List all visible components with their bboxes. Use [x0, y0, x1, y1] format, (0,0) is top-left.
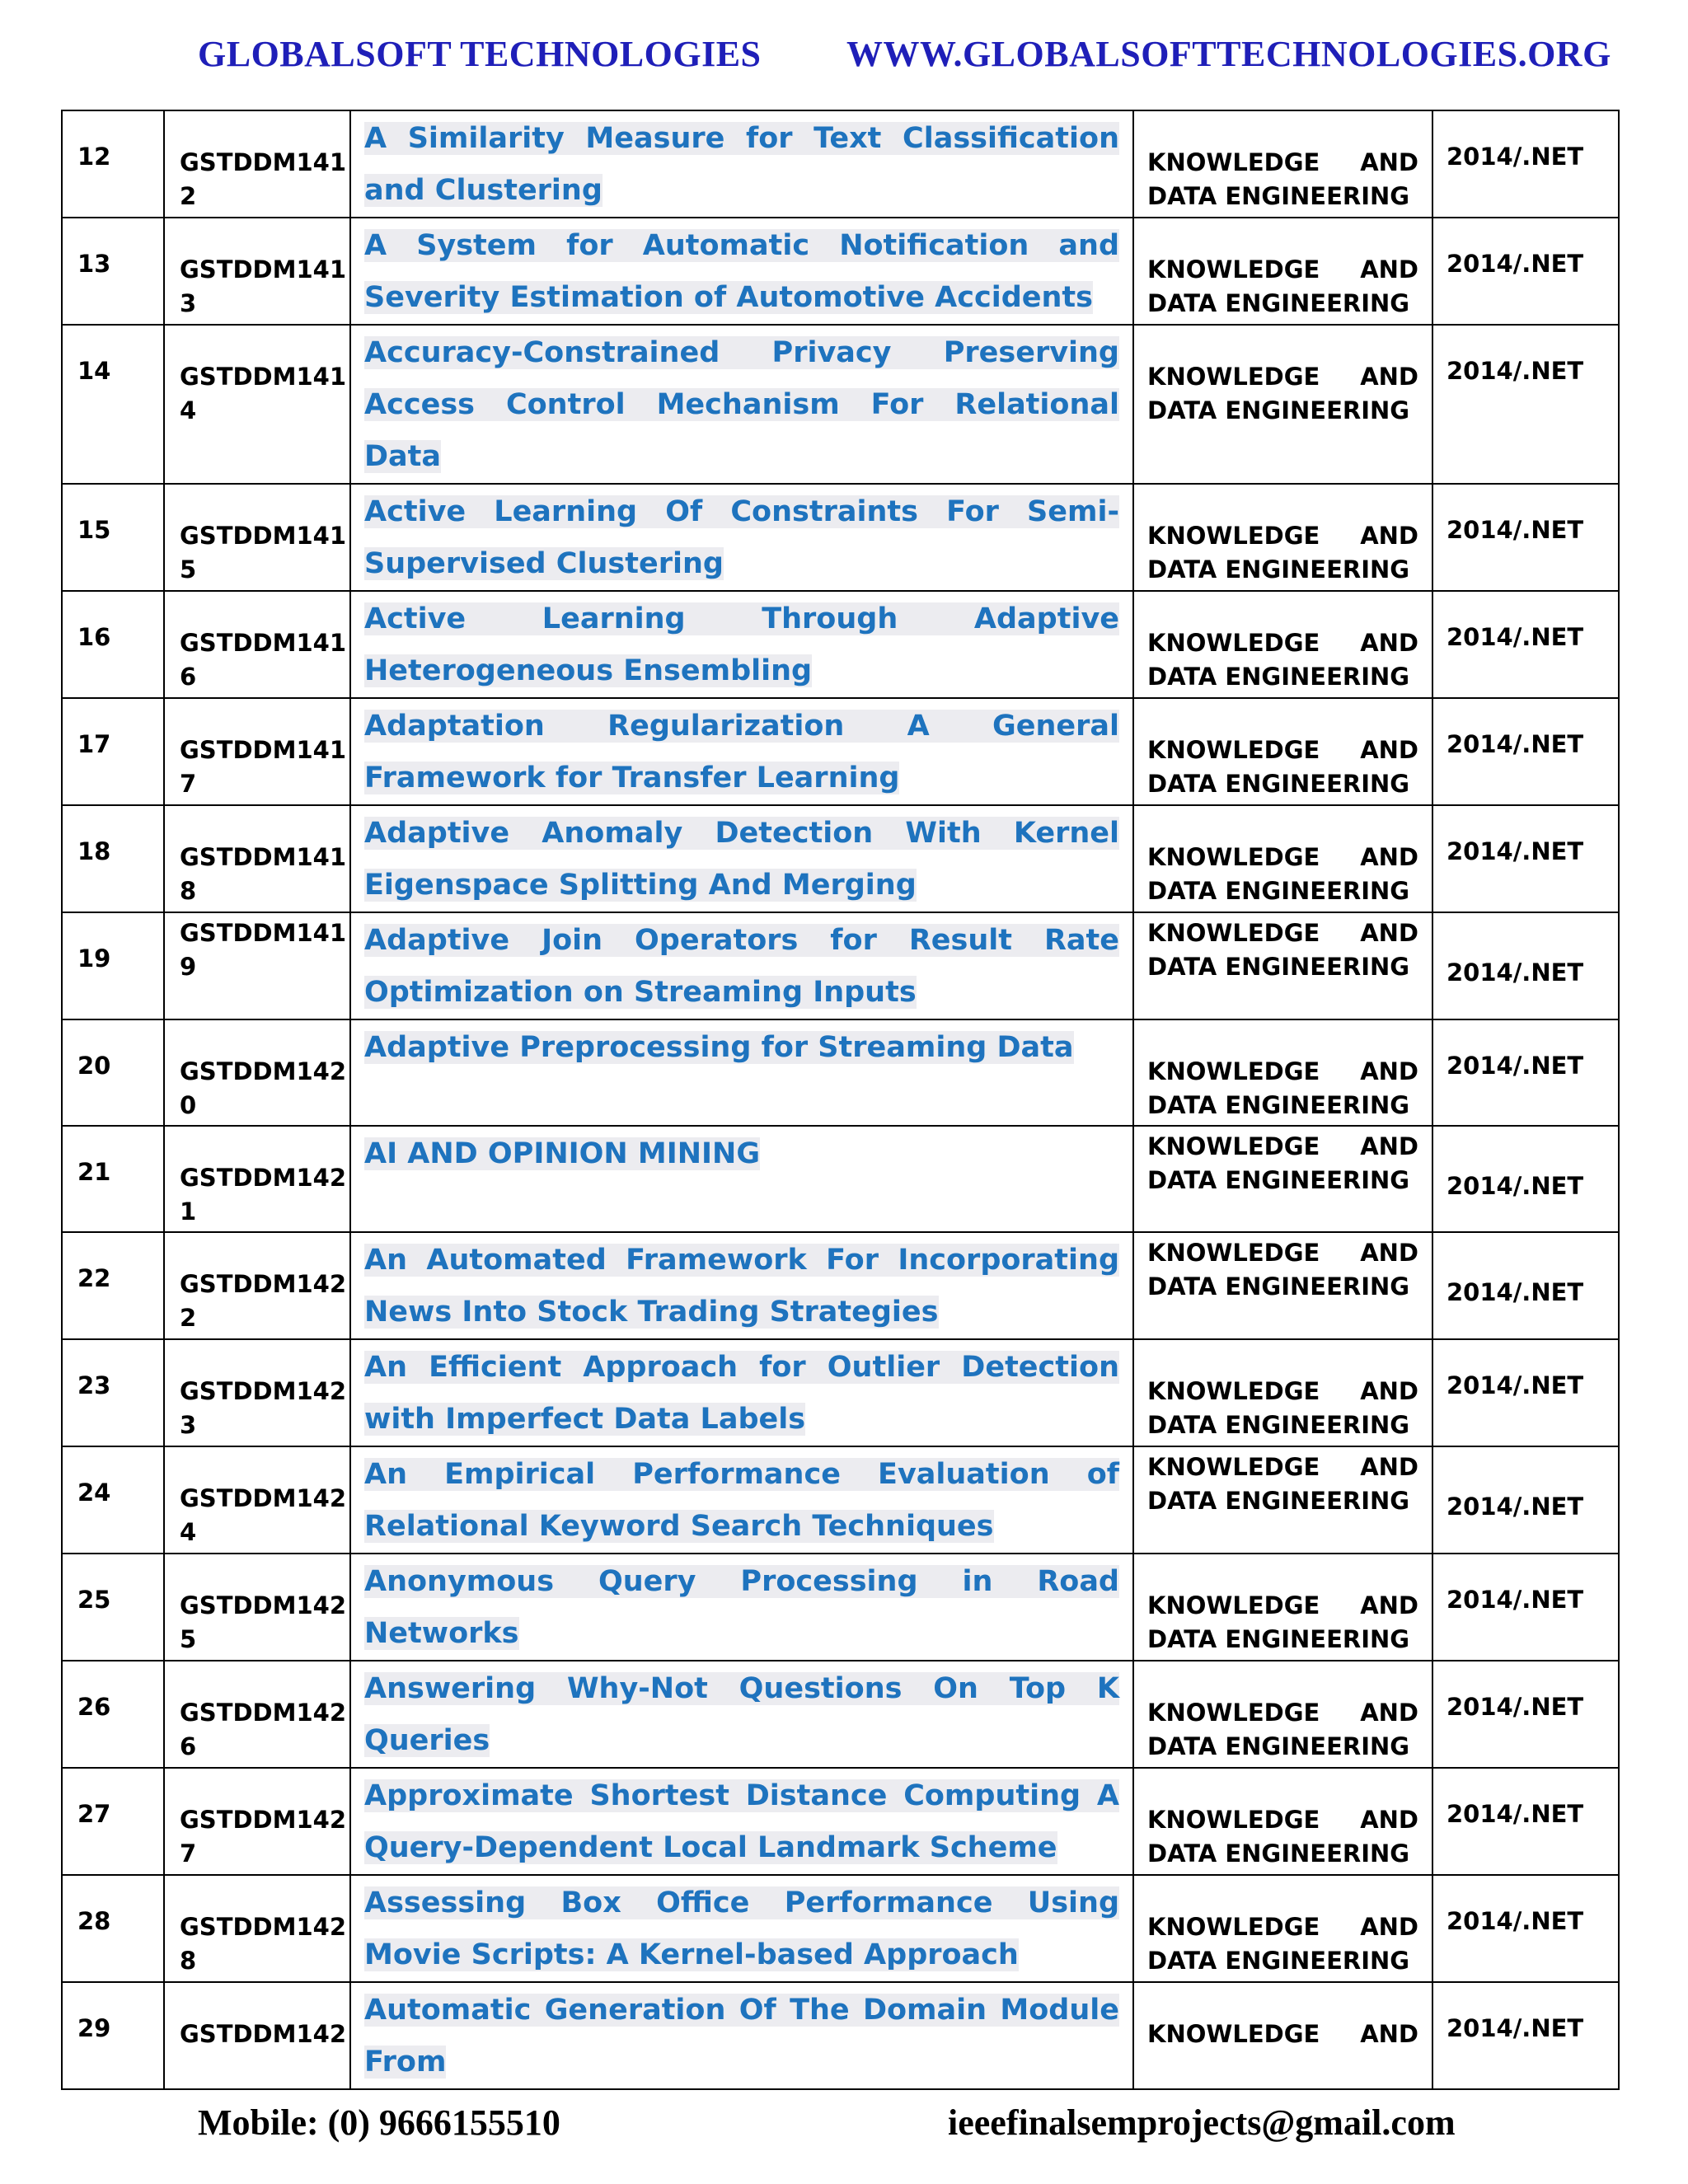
- project-code: [180, 916, 345, 984]
- project-year-tech: 2014/.NET: [1447, 1907, 1584, 1935]
- project-code-line1: GSTDDM141: [180, 522, 347, 550]
- project-title-link[interactable]: Anonymous Query Processing in Road Networks: [364, 1565, 1119, 1650]
- footer-email[interactable]: ieeefinalsemprojects@gmail.com: [948, 2102, 1456, 2143]
- table-row: [62, 912, 1619, 1019]
- project-title-link[interactable]: An Efficient Approach for Outlier Detection with Imperfect Data Labels: [364, 1351, 1119, 1436]
- table-row: [62, 1019, 1619, 1126]
- project-code-line1: GSTDDM142: [180, 1270, 347, 1298]
- project-code-line2: 3: [180, 1411, 197, 1439]
- row-number: 25: [77, 1586, 111, 1614]
- project-title-cell: [351, 1022, 1132, 1074]
- domain-line-2: DATA ENGINEERING: [1147, 953, 1410, 981]
- domain-word-2: AND: [1360, 736, 1418, 764]
- row-number: 24: [77, 1479, 111, 1507]
- project-domain: [1147, 1589, 1418, 1657]
- domain-word-1: KNOWLEDGE: [1147, 1806, 1320, 1834]
- project-title-cell: [351, 1342, 1132, 1446]
- project-domain: [1147, 1803, 1418, 1871]
- project-code-line2: 4: [180, 396, 197, 424]
- domain-word-1: KNOWLEDGE: [1147, 255, 1320, 284]
- table-row: [62, 218, 1619, 325]
- project-code: [180, 1482, 345, 1549]
- project-domain: [1147, 1236, 1418, 1304]
- table-row: [62, 1982, 1619, 2089]
- project-year-tech: 2014/.NET: [1447, 958, 1584, 987]
- domain-word-2: AND: [1360, 2020, 1418, 2048]
- project-title-cell: [351, 808, 1132, 912]
- project-year-tech: 2014/.NET: [1447, 837, 1584, 865]
- project-domain: [1147, 841, 1418, 908]
- table-row: [62, 1446, 1619, 1554]
- domain-line-2: DATA ENGINEERING: [1147, 1411, 1410, 1439]
- row-number: 13: [77, 250, 111, 278]
- project-code-line2: 6: [180, 1732, 197, 1760]
- project-code: [180, 1910, 345, 1978]
- table-row: [62, 1554, 1619, 1661]
- domain-word-1: KNOWLEDGE: [1147, 363, 1320, 391]
- domain-word-1: KNOWLEDGE: [1147, 1453, 1320, 1481]
- project-year-tech: 2014/.NET: [1447, 1172, 1584, 1200]
- domain-word-2: AND: [1360, 522, 1418, 550]
- project-title-link[interactable]: Adaptation Regularization A General Framework for Transfer Learning: [364, 710, 1119, 794]
- project-code-line1: GSTDDM142: [180, 2020, 347, 2048]
- project-code-line1: GSTDDM142: [180, 1164, 347, 1192]
- project-title-cell: [351, 1449, 1132, 1553]
- domain-line-2: DATA ENGINEERING: [1147, 1625, 1410, 1653]
- project-code: [180, 519, 345, 587]
- domain-line-2: DATA ENGINEERING: [1147, 663, 1410, 691]
- project-code-line1: GSTDDM142: [180, 1377, 347, 1405]
- row-number: 19: [77, 944, 111, 972]
- footer-mobile: Mobile: (0) 9666155510: [198, 2102, 560, 2143]
- project-code-line1: GSTDDM142: [180, 1806, 347, 1834]
- project-title-link[interactable]: Approximate Shortest Distance Computing A Query-Dependent Local Landmark Scheme: [364, 1779, 1119, 1864]
- project-title-link[interactable]: Active Learning Of Constraints For Semi-Supervised Clustering: [364, 495, 1119, 580]
- domain-line-2: DATA ENGINEERING: [1147, 1091, 1410, 1119]
- domain-line-2: DATA ENGINEERING: [1147, 1732, 1410, 1760]
- row-number: 14: [77, 357, 111, 385]
- project-year-tech: 2014/.NET: [1447, 516, 1584, 544]
- domain-word-1: KNOWLEDGE: [1147, 1239, 1320, 1267]
- project-code-line1: GSTDDM142: [180, 1699, 347, 1727]
- row-number: 26: [77, 1693, 111, 1721]
- project-title-cell: [351, 486, 1132, 590]
- domain-line-2: DATA ENGINEERING: [1147, 770, 1410, 798]
- project-title-link[interactable]: A Similarity Measure for Text Classification and Clustering: [364, 122, 1119, 207]
- project-year-tech: 2014/.NET: [1447, 357, 1584, 385]
- project-code: [180, 841, 345, 908]
- domain-word-2: AND: [1360, 1913, 1418, 1941]
- domain-word-2: AND: [1360, 1699, 1418, 1727]
- project-domain: [1147, 360, 1418, 428]
- row-number: 21: [77, 1158, 111, 1186]
- row-number: 23: [77, 1371, 111, 1399]
- domain-word-1: KNOWLEDGE: [1147, 629, 1320, 657]
- project-domain: [1147, 1375, 1418, 1442]
- project-year-tech: 2014/.NET: [1447, 2014, 1584, 2042]
- project-domain: [1147, 1055, 1418, 1122]
- table-row: [62, 1661, 1619, 1768]
- domain-word-1: KNOWLEDGE: [1147, 1591, 1320, 1619]
- row-number: 12: [77, 143, 111, 171]
- project-year-tech: 2014/.NET: [1447, 1493, 1584, 1521]
- project-code: [180, 253, 345, 321]
- project-domain: [1147, 733, 1418, 801]
- row-number: 28: [77, 1907, 111, 1935]
- table-row: [62, 1126, 1619, 1232]
- project-year-tech: 2014/.NET: [1447, 1052, 1584, 1080]
- project-title-cell: [351, 593, 1132, 697]
- table-row: [62, 1339, 1619, 1446]
- project-code-line2: 3: [180, 289, 197, 317]
- table-row: [62, 698, 1619, 805]
- project-code-line2: 5: [180, 555, 197, 583]
- project-title-link[interactable]: Adaptive Join Operators for Result Rate Optimization on Streaming Inputs: [364, 924, 1119, 1009]
- domain-word-2: AND: [1360, 843, 1418, 871]
- project-code: [180, 1696, 345, 1764]
- project-code: [180, 626, 345, 694]
- domain-word-2: AND: [1360, 148, 1418, 176]
- project-code: [180, 360, 345, 428]
- domain-line-2: DATA ENGINEERING: [1147, 877, 1410, 905]
- project-title-link[interactable]: Answering Why-Not Questions On Top K Queries: [364, 1672, 1119, 1757]
- project-year-tech: 2014/.NET: [1447, 143, 1584, 171]
- project-year-tech: 2014/.NET: [1447, 1693, 1584, 1721]
- project-title-link[interactable]: An Empirical Performance Evaluation of Relational Keyword Search Techniques: [364, 1458, 1119, 1543]
- project-domain: [1147, 626, 1418, 694]
- domain-line-2: DATA ENGINEERING: [1147, 555, 1410, 583]
- domain-word-2: AND: [1360, 1057, 1418, 1085]
- table-row: [62, 1875, 1619, 1982]
- project-code-line2: 2: [180, 182, 197, 210]
- project-code: [180, 2018, 345, 2051]
- row-number: 17: [77, 730, 111, 758]
- project-title-link[interactable]: Automatic Generation Of The Domain Module From: [364, 1994, 1119, 2079]
- project-code-line2: 7: [180, 770, 197, 798]
- project-code-line1: GSTDDM142: [180, 1057, 347, 1085]
- projects-table: [61, 110, 1620, 2090]
- project-title-link[interactable]: Adaptive Preprocessing for Streaming Data: [364, 1031, 1074, 1064]
- row-number: 29: [77, 2014, 111, 2042]
- project-code-line1: GSTDDM141: [180, 736, 347, 764]
- project-code-line2: 4: [180, 1518, 197, 1546]
- project-domain: [1147, 916, 1418, 984]
- domain-word-2: AND: [1360, 1377, 1418, 1405]
- project-title-link[interactable]: Adaptive Anomaly Detection With Kernel Eigenspace Splitting And Merging: [364, 817, 1119, 902]
- project-title-cell: [351, 915, 1132, 1019]
- project-code: [180, 1268, 345, 1335]
- project-domain: [1147, 2018, 1418, 2051]
- table-row: [62, 805, 1619, 912]
- project-title-cell: [351, 220, 1132, 324]
- project-domain: [1147, 253, 1418, 321]
- project-code-line1: GSTDDM141: [180, 629, 347, 657]
- project-code: [180, 1589, 345, 1657]
- project-code: [180, 146, 345, 213]
- project-title-link[interactable]: Accuracy-Constrained Privacy Preserving Access Control Mechanism For Relational Data: [364, 336, 1119, 473]
- project-code-line1: GSTDDM142: [180, 1591, 347, 1619]
- project-code-line1: GSTDDM141: [180, 919, 347, 947]
- company-website[interactable]: WWW.GLOBALSOFTTECHNOLOGIES.ORG: [846, 34, 1611, 74]
- project-year-tech: 2014/.NET: [1447, 623, 1584, 651]
- table-row: [62, 1232, 1619, 1339]
- project-year-tech: 2014/.NET: [1447, 1278, 1584, 1306]
- project-code: [180, 1055, 345, 1122]
- project-title-cell: [351, 1985, 1132, 2088]
- domain-word-1: KNOWLEDGE: [1147, 1377, 1320, 1405]
- domain-word-1: KNOWLEDGE: [1147, 1132, 1320, 1160]
- project-code-line1: GSTDDM141: [180, 363, 347, 391]
- domain-word-1: KNOWLEDGE: [1147, 919, 1320, 947]
- project-domain: [1147, 1696, 1418, 1764]
- project-title-cell: [351, 113, 1132, 217]
- project-code-line1: GSTDDM142: [180, 1484, 347, 1512]
- row-number: 27: [77, 1800, 111, 1828]
- project-domain: [1147, 1451, 1418, 1518]
- domain-word-2: AND: [1360, 1239, 1418, 1267]
- row-number: 22: [77, 1264, 111, 1292]
- domain-word-1: KNOWLEDGE: [1147, 2020, 1320, 2048]
- project-domain: [1147, 1130, 1418, 1197]
- domain-line-2: DATA ENGINEERING: [1147, 396, 1410, 424]
- company-name: GLOBALSOFT TECHNOLOGIES: [198, 34, 762, 74]
- project-title-cell: [351, 1663, 1132, 1767]
- table-row: [62, 484, 1619, 591]
- project-code-line2: 6: [180, 663, 197, 691]
- domain-word-2: AND: [1360, 919, 1418, 947]
- domain-word-1: KNOWLEDGE: [1147, 522, 1320, 550]
- project-code-line2: 5: [180, 1625, 197, 1653]
- domain-word-1: KNOWLEDGE: [1147, 1913, 1320, 1941]
- row-number: 18: [77, 837, 111, 865]
- table-row: [62, 110, 1619, 218]
- project-code-line2: 2: [180, 1304, 197, 1332]
- project-code: [180, 1803, 345, 1871]
- project-code-line1: GSTDDM142: [180, 1913, 347, 1941]
- project-title-link[interactable]: Active Learning Through Adaptive Heterogeneous Ensembling: [364, 602, 1119, 687]
- project-code-line1: GSTDDM141: [180, 255, 347, 284]
- project-code-line1: GSTDDM141: [180, 148, 347, 176]
- domain-word-1: KNOWLEDGE: [1147, 843, 1320, 871]
- domain-line-2: DATA ENGINEERING: [1147, 182, 1410, 210]
- project-code-line2: 9: [180, 953, 197, 981]
- project-domain: [1147, 519, 1418, 587]
- domain-word-2: AND: [1360, 1453, 1418, 1481]
- domain-word-1: KNOWLEDGE: [1147, 148, 1320, 176]
- domain-line-2: DATA ENGINEERING: [1147, 1166, 1410, 1194]
- domain-word-1: KNOWLEDGE: [1147, 1057, 1320, 1085]
- domain-line-2: DATA ENGINEERING: [1147, 1840, 1410, 1868]
- domain-line-2: DATA ENGINEERING: [1147, 1272, 1410, 1301]
- project-code: [180, 1161, 345, 1229]
- project-year-tech: 2014/.NET: [1447, 1371, 1584, 1399]
- project-title-link[interactable]: AI AND OPINION MINING: [364, 1137, 761, 1170]
- domain-word-2: AND: [1360, 1591, 1418, 1619]
- table-row: [62, 1768, 1619, 1875]
- domain-line-2: DATA ENGINEERING: [1147, 1947, 1410, 1975]
- domain-line-2: DATA ENGINEERING: [1147, 1487, 1410, 1515]
- project-title-link[interactable]: Assessing Box Office Performance Using Movie Scripts: A Kernel-based Approach: [364, 1886, 1119, 1971]
- project-code-line2: 8: [180, 877, 197, 905]
- table-row: [62, 591, 1619, 698]
- project-title-cell: [351, 1128, 1132, 1180]
- project-code: [180, 1375, 345, 1442]
- project-title-cell: [351, 327, 1132, 483]
- project-domain: [1147, 146, 1418, 213]
- project-title-cell: [351, 1877, 1132, 1981]
- project-year-tech: 2014/.NET: [1447, 250, 1584, 278]
- domain-word-1: KNOWLEDGE: [1147, 1699, 1320, 1727]
- project-code: [180, 733, 345, 801]
- table-row: [62, 325, 1619, 484]
- project-code-line1: GSTDDM141: [180, 843, 347, 871]
- domain-word-2: AND: [1360, 1132, 1418, 1160]
- project-code-line2: 8: [180, 1947, 197, 1975]
- project-code-line2: 0: [180, 1091, 197, 1119]
- project-year-tech: 2014/.NET: [1447, 1800, 1584, 1828]
- project-title-cell: [351, 1770, 1132, 1874]
- project-title-cell: [351, 1556, 1132, 1660]
- project-code-line2: 7: [180, 1840, 197, 1868]
- project-code-line2: 1: [180, 1197, 197, 1226]
- domain-word-2: AND: [1360, 1806, 1418, 1834]
- project-title-link[interactable]: An Automated Framework For Incorporating News Into Stock Trading Strategies: [364, 1244, 1119, 1329]
- project-title-cell: [351, 701, 1132, 804]
- domain-line-2: DATA ENGINEERING: [1147, 289, 1410, 317]
- projects-table-body: [62, 110, 1619, 2089]
- domain-word-2: AND: [1360, 255, 1418, 284]
- row-number: 16: [77, 623, 111, 651]
- domain-word-2: AND: [1360, 363, 1418, 391]
- project-year-tech: 2014/.NET: [1447, 1586, 1584, 1614]
- row-number: 20: [77, 1052, 111, 1080]
- project-title-link[interactable]: A System for Automatic Notification and Severity Estimation of Automotive Accidents: [364, 229, 1119, 314]
- domain-word-2: AND: [1360, 629, 1418, 657]
- project-domain: [1147, 1910, 1418, 1978]
- project-title-cell: [351, 1235, 1132, 1338]
- row-number: 15: [77, 516, 111, 544]
- domain-word-1: KNOWLEDGE: [1147, 736, 1320, 764]
- project-year-tech: 2014/.NET: [1447, 730, 1584, 758]
